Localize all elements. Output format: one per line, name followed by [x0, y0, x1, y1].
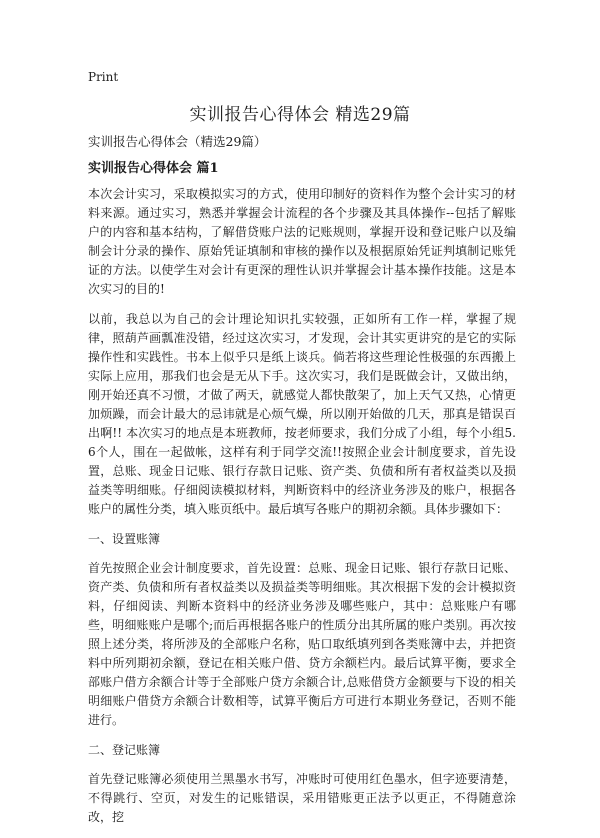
- section-two-heading: 二、登记账簿: [88, 743, 161, 757]
- section-one-heading: 一、设置账簿: [88, 532, 161, 546]
- section-one-paragraph: 首先按照企业会计制度要求，首先设置：总账、现金日记账、银行存款日记账、资产类、负债和所有者权益类以及损益类等明细账。其次根据下发的会计模拟资料，仔细阅读、判断本资料中的经济业务涉及哪些账户，其中：总账账户有哪些，明细账账户是哪个;而后再根据各账户的性质分出其所属的账户类别。再次按照上述分类，将所涉及的全部账户名称，贴口取纸填列到各类账簿中去，并把资料中所列期初余额，登记在相关账户借、贷方余额栏内。最后试算平衡，要求全部账户借方余额合计等于全部账户贷方余额合计,总账借贷方金额要与下设的相关明细账户借贷方余额合计数相等，试算平衡后方可进行本期业务登记，否则不能进行。: [88, 561, 516, 727]
- document-title: 实训报告心得体会 精选29篇: [189, 105, 411, 125]
- paragraph-intro: 本次会计实习，采取模拟实习的方式，使用印制好的资料作为整个会计实习的材料来源。通过实习，熟悉并掌握会计流程的各个步骤及其具体操作--包括了解账户的内容和基本结构，了解借贷账户法的记账规则，掌握开设和登记账户以及编制会计分录的操作、原始凭证填制和审核的操作以及根据原始凭证判填制记账凭证的方法。以使学生对会计有更深的理性认识并掌握会计基本操作技能。这是本次实习的目的!: [88, 187, 516, 296]
- section-two-paragraph: 首先登记账簿必须使用兰黑墨水书写，冲账时可使用红色墨水，但字迹要清楚，不得跳行、空页，对发生的记账错误，采用错账更正法予以更正，不得随意涂改，挖: [88, 772, 516, 824]
- paragraph-experience: 以前，我总以为自己的会计理论知识扎实较强，正如所有工作一样，掌握了规律，照葫芦画瓢准没错，经过这次实习，才发现，会计其实更讲究的是它的实际操作性和实践性。书本上似乎只是纸上谈兵。倘若将这些理论性极强的东西搬上实际上应用，那我们也会是无从下手。这次实习，我们是既做会计，又做出纳，刚开始还真不习惯，才做了两天，就感觉人都快散架了，加上天气又热，心情更加烦躁，而会计最大的忌讳就是心烦气燥，所以刚开始做的几天，那真是错误百出啊!! 本次实习的地点是本班教师，按老师要求，我们分成了小组，每个小组5.6个人，围在一起做帐，这样有利于同学交流!!按照企业会计制度要求，首先设置，总账、现金日记账、银行存款日记账、资产类、负债和所有者权益类以及损益类等明细账。仔细阅读模拟材料，判断资料中的经济业务涉及的账户，根据各账户的属性分类，填入账页纸中。最后填写各账户的期初余额。具体步骤如下：: [88, 312, 516, 516]
- document-subtitle: 实训报告心得体会（精选29篇）: [88, 134, 267, 149]
- section-heading: 实训报告心得体会 篇1: [88, 161, 219, 176]
- print-link[interactable]: Print: [88, 70, 119, 84]
- document-body: [88, 132, 516, 838]
